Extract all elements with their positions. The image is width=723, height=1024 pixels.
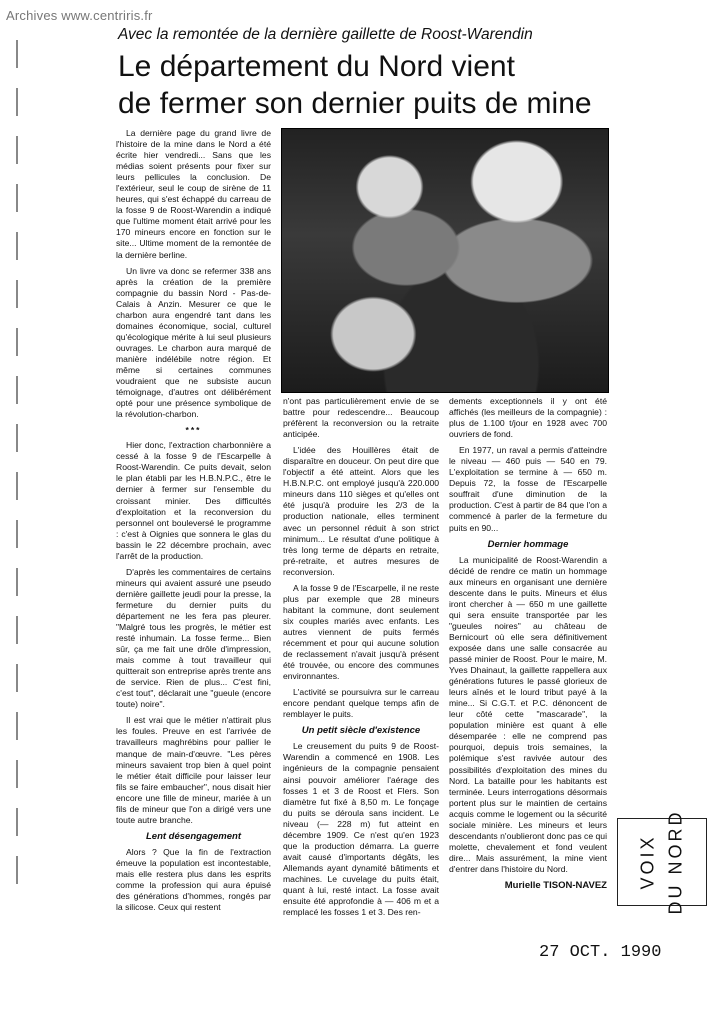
date-stamp: 27 OCT. 1990 [539,943,662,962]
author-signature: Murielle TISON-NAVEZ [504,879,607,891]
article-column-1 [116,128,271,1014]
binding-hole [16,376,22,404]
binding-hole [16,232,22,260]
binding-hole [16,184,22,212]
binding-hole [16,760,22,788]
paragraph: L'activité se poursuivra sur le carreau encore pendant quelque temps afin de remblayer le puits. [283,687,439,720]
paragraph: En 1977, un raval a permis d'atteindre le niveau — 460 puis — 540 en 79. L'exploitation se termine à — 650 m. Depuis 72, la fosse de l'Escarpelle souffrait d'une diminution de la production. C'est à partir de 84 que l'on a commencé à parler de la fermeture du puits en 90... [449,445,607,533]
stamp-line-1: VOIX [637,834,658,890]
paragraph: Alors ? Que la fin de l'extraction émeuve la population est incontestable, mais elle restera plus dans les esprits comme la profession qui aura épuisé des générations d'hommes, rongés par la silicose. Ceux qui restent [116,846,271,913]
paragraph: D'après les commentaires de certains mineurs qui avaient assuré une pseudo dernière gaillette jeudi pour la presse, la fermeture du dernier puits du département ne les fera pas pleurer. "Malgré tous les progrès, le métier est resté inhumain. La fosse ferme... Bien sûr, ça me fait une drôle d'impression, mais comme à tout travailleur qui quitterait son entreprise après trente ans de service. Rien de plus... C'est fini, c'est tout", déclarait une "gueule (encore toute) noire". [116,566,271,710]
paragraph: Il est vrai que le métier n'attirait plus les foules. Preuve en est l'arrivée de travailleurs maghrébins pour pallier le manque de main-d'œuvre. "Les pères mineurs savaient trop bien à quel point le métier était difficile pour laisser leur fils se faire embaucher", nous disait hier encore une fille de mineur, mariée à un fils de mineur que l'on a dirigé vers une toute autre branche. [116,715,271,825]
stamp-line-2: DU NORD [665,809,686,915]
binding-hole [16,136,22,164]
paragraph: A la fosse 9 de l'Escarpelle, il ne reste plus par exemple que 28 mineurs habitant la commune, dont seulement six couples mariés avec enfants. Les autres viennent de puits fermés récemment et pour qui aucune solution de reclassement n'avait jusqu'à présent été trouvée, ou encore des communes environnantes. [283,582,439,682]
binding-hole [16,328,22,356]
binding-hole [16,520,22,548]
paragraph: dements exceptionnels il y ont été affichés (les meilleurs de la compagnie) : plus de 1.100 t/jour en 1928 avec 700 ouvriers de fond. [449,396,607,440]
binding-hole [16,88,22,116]
binding-hole [16,424,22,452]
paragraph: La dernière page du grand livre de l'histoire de la mine dans le Nord a été écrite hier vendredi... Sans que les médias soient présents pour fixer sur leurs pellicules la conclusion. De l'extérieur, seul le coup de sirène de 11 heures, qui s'est échappé du carreau de la fosse 9 de Roost-Warendin a indiqué que l'ultime moment était arrivé pour les 170 mineurs encore en fonction sur le site... Ultime moment de la remontée de la dernière berline. [116,128,271,260]
binding-hole [16,40,22,68]
binding-hole [16,568,22,596]
paragraph: L'idée des Houillères était de disparaître en douceur. On peut dire que l'objectif a été atteint. Alors que les H.B.N.P.C. ont employé jusqu'à 220.000 mineurs dans 110 sièges et qu'elles ont été jusqu'à produire les 2/3 de la production nationale, elles terminent avec un personnel réduit à son strict minimum... Le résultat d'une politique à très long terme de départs en retraite, pré-retraite, et autres mesures de reconversion. [283,445,439,577]
article-column-2 [283,396,439,1014]
archive-watermark: Archives www.centriris.fr [6,8,153,23]
article-headline [118,48,708,122]
binding-hole [16,664,22,692]
binding-hole [16,472,22,500]
paragraph: La municipalité de Roost-Warendin a décidé de rendre ce matin un hommage aux mineurs en organisant une dernière descente dans le puits. Mineurs et élus iront chercher à — 650 m une gaillette qui sera ensuite transportée par les "gueules noires" au château de Bernicourt où elle sera définitivement exposée dans une salle consacrée au passé minier de Roost. Pour le maire, M. Yves Dhainaut, la gaillette rappellera aux générations futures le passé glorieux de leurs aînés et le lourd tribut payé à la mine... Si C.G.T. et P.C. dénoncent de leur côté cette "mascarade", la population minière est quant à elle désemparée : elle ne comprend pas pourquoi, depuis trois semaines, la polémique s'est ravivée autour des possibilités d'exploitation des mines du Nord. La bataille pour les habitants est terminée. Leurs interrogations désormais portent plus sur le maintien de certains acquis comme le logement ou la sécurité sociale minière. Les mineurs et leurs descendants n'oublieront donc pas ce qui molette, chevalement et fond veulent dire... Mais assurément, la mine vient d'entrer dans l'histoire du Nord. [449,554,607,874]
subheading: Un petit siècle d'existence [301,725,421,737]
binding-holes [12,40,26,920]
subheading: Lent désengagement [145,830,242,842]
section-separator: *** [185,425,202,436]
source-stamp [617,809,707,915]
binding-hole [16,808,22,836]
binding-hole [16,856,22,884]
binding-hole [16,616,22,644]
binding-hole [16,280,22,308]
paragraph: Hier donc, l'extraction charbonnière a cessé à la fosse 9 de l'Escarpelle à Roost-Warendin. Ce puits devait, selon le plan établi par les H.B.N.P.C., être le dernier à fermer sur l'ensemble du croissant minier. Des difficultés d'exploitation et la reconversion du personnel ont bouleversé le programme : c'est à Oignies que sonnera le glas du bassin le 22 décembre prochain, avec l'arrêt de la production. [116,440,271,561]
paragraph: Un livre va donc se refermer 338 ans après la création de la première compagnie du bassin Nord - Pas-de-Calais à Anzin. Mesurer ce que le charbon aura engendré tant dans les domaines économique, social, culturel qu'écologique mérite à lui seul plusieurs ouvrages. Le charbon aura marqué de manière indélébile notre région. Et même si certaines communes voudraient que ne subsiste aucun témoignage, d'autres ont délibérément opté pour une présence symbolique de la révolution-charbon. [116,265,271,420]
subheading: Dernier hommage [487,538,569,550]
headline-line-2: de fermer son dernier puits de mine [118,87,592,120]
photo-miners-helmets [281,128,609,393]
article-column-3 [449,396,607,988]
paragraph: Le creusement du puits 9 de Roost-Warendin a commencé en 1908. Les ingénieurs de la compagnie pensaient ainsi pouvoir améliorer l'aérage des fosses 1 et 3 de Roost et Flers. Son diamètre fut fixé à 8,50 m. Le fonçage du puits se déroula sans incident. Le niveau (— 228 m) fut atteint en décembre 1909. Ce n'est qu'en 1923 que la production démarra. La guerre avait causé d'importants dégâts, les Allemands ayant dynamité bâtiments et machines. Le cuvelage du puits était, quant à lui, resté intact. La fosse avait ensuite été approfondie à — 406 m et a remplacé les fosses 1 et 3. Des ren- [283,741,439,918]
headline-line-1: Le département du Nord vient [118,50,515,83]
paragraph: n'ont pas particulièrement envie de se battre pour redescendre... Beaucoup préfèrent la reconversion ou la retraite anticipée. [283,396,439,440]
binding-hole [16,712,22,740]
article-kicker: Avec la remontée de la dernière gaillette de Roost-Warendin [118,26,533,43]
